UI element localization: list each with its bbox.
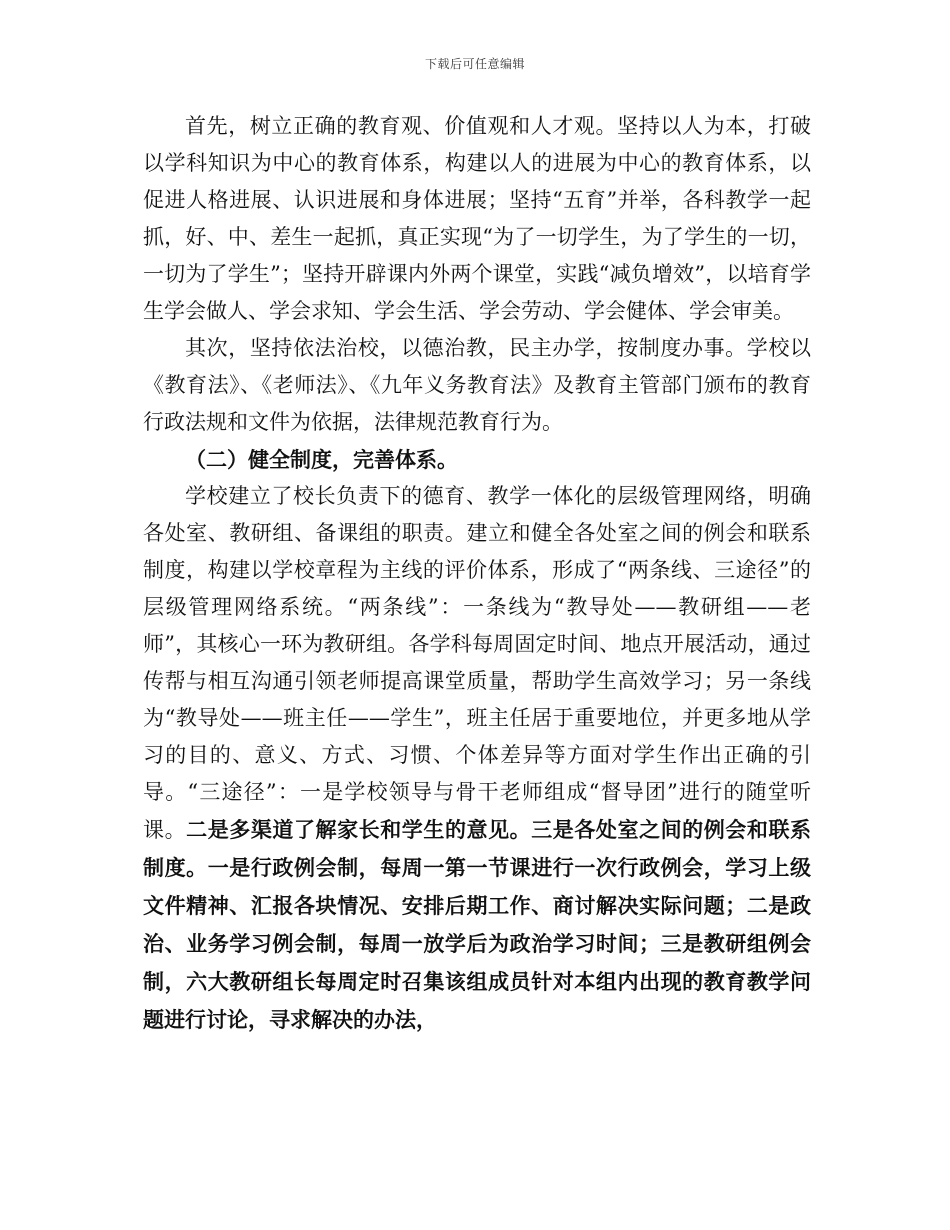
document-body bbox=[143, 108, 811, 1039]
page-header: 下载后可任意编辑 bbox=[424, 57, 525, 71]
paragraph-management-network bbox=[143, 478, 811, 1039]
paragraph-rule-of-law: 其次，坚持依法治校，以德治教，民主办学，按制度办事。学校以《教育法》、《老师法》、《九年义务教育法》及教育主管部门颁布的教育行政法规和文件为依据，法律规范教育行为。 bbox=[143, 336, 811, 434]
paragraph-management-bold-text: 二是多渠道了解家长和学生的意见。三是各处室之间的例会和联系制度。一是行政例会制，每周一第一节课进行一次行政例会，学习上级文件精神、汇报各块情况、安排后期工作、商讨解决实际问题；二是政治、业务学习例会制，每周一放学后为政治学习时间；三是教研组例会制，六大教研组长每周定时召集该组成员针对本组内出现的教育教学问题进行讨论，寻求解决的办法， bbox=[143, 817, 812, 1032]
section-heading: （二）健全制度，完善体系。 bbox=[185, 447, 458, 472]
paragraph-principles: 首先，树立正确的教育观、价值观和人才观。坚持以人为本，打破以学科知识为中心的教育体系，构建以人的进展为中心的教育体系，以促进人格进展、认识进展和身体进展；坚持“五育”并举，各科教学一起抓，好、中、差生一起抓，真正实现“为了一切学生，为了学生的一切，一切为了学生”；坚持开辟课内外两个课堂，实践“减负增效”，以培育学生学会做人、学会求知、学会生活、学会劳动、学会健体、学会审美。 bbox=[143, 114, 811, 323]
paragraph-management-normal-text: 学校建立了校长负责下的德育、教学一体化的层级管理网络，明确各处室、教研组、备课组的职责。建立和健全各处室之间的例会和联系制度，构建以学校章程为主线的评价体系，形成了“两条线、三途径”的层级管理网络系统。“两条线”：一条线为“教导处——教研组——老师”，其核心一环为教研组。各学科每周固定时间、地点开展活动，通过传帮与相互沟通引领老师提高课堂质量，帮助学生高效学习；另一条线为“教导处——班主任——学生”，班主任居于重要地位，并更多地从学习的目的、意义、方式、习惯、个体差异等方面对学生作出正确的引导。“三途径”：一是学校领导与骨干老师组成“督导团”进行的随堂听课。 bbox=[143, 484, 811, 842]
